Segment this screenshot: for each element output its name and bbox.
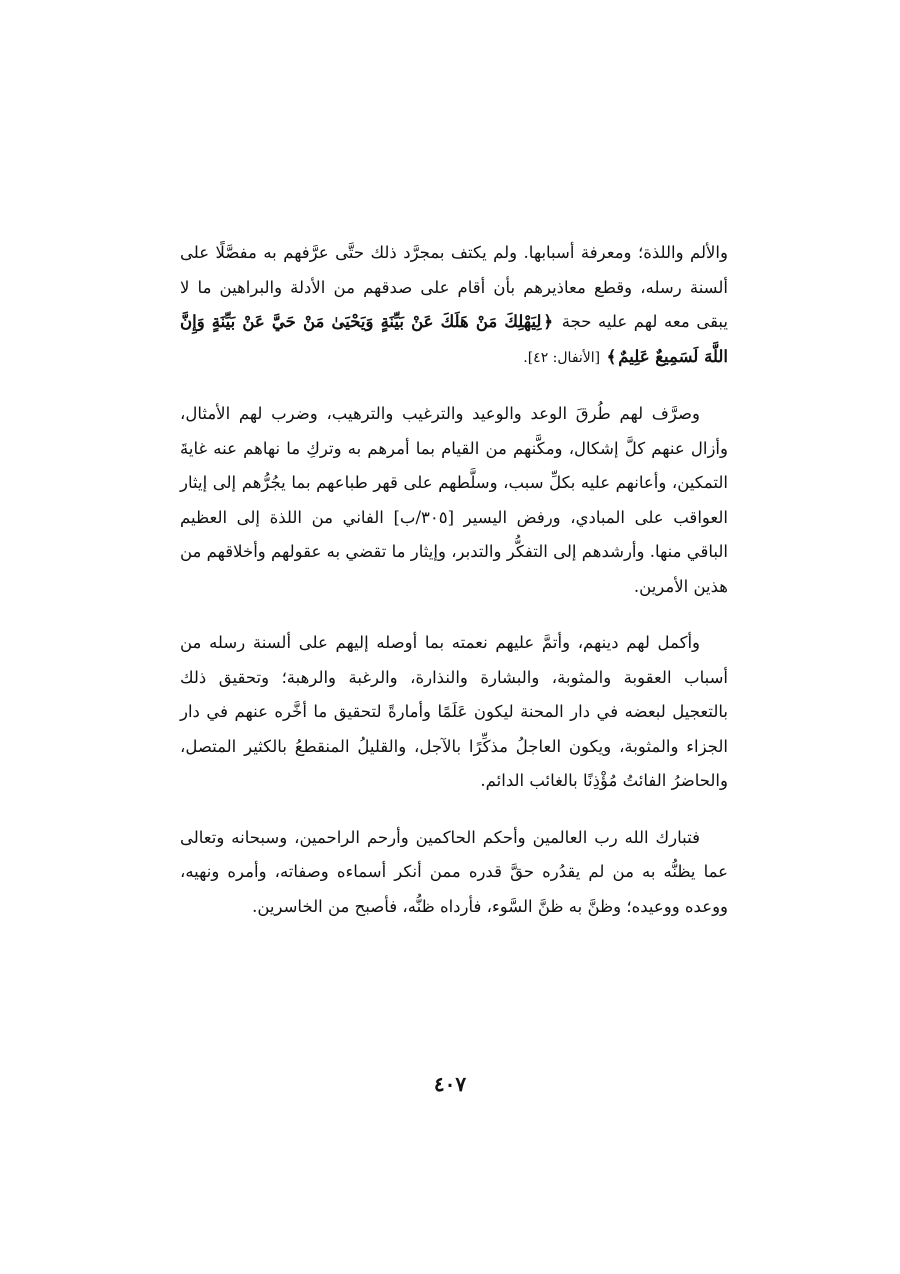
text-segment: والألم واللذة؛ ومعرفة أسبابها. ولم يكتف بمجرَّد ذلك حتَّى عرَّفهم به مفصَّلًا على ألسنة رسله، وقطع معاذيرهم بأن أقام على صدقهم من الأدلة والبراهين ما لا يبقى معه لهم عليه حجة [180,243,729,331]
text-segment: وأكمل لهم دينهم، وأتمَّ عليهم نعمته بما أوصله إليهم على ألسنة رسله من أسباب العقوبة والمثوبة، والبشارة والنذارة، والرغبة والرهبة؛ وتحقيق ذلك بالتعجيل لبعضه في دار المحنة ليكون عَلَمًا وأمارةً لتحقيق ما أخَّره عنهم في دار الجزاء والمثوبة، ويكون العاجلُ مذكِّرًا بالآجل، والقليلُ المنقطعُ بالكثير المتصل، والحاضرُ الفائتُ مُؤْذِنًا بالغائب الدائم. [180,633,728,790]
text-segment: وصرَّف لهم طُرقَ الوعد والوعيد والترغيب والترهيب، وضرب لهم الأمثال، وأزال عنهم كلَّ إشكال، ومكَّنهم من القيام بما أمرهم به وتركِ ما نهاهم عنه غايةَ التمكين، وأعانهم عليه بكلِّ سبب، وسلَّطهم على قهر طباعهم بما يجُرُّهم إلى إيثار العواقب على المبادي، ورفض اليسير [٣٠٥/ب] الفاني من اللذة إلى العظيم الباقي منها. وأرشدهم إلى التفكُّر والتدبر، وإيثار ما تقضي به عقولهم وأخلاقهم من هذين الأمرين. [180,404,728,596]
body-text [180,236,728,946]
quran-open-bracket: ﴿ [543,312,554,331]
paragraph-1 [180,236,728,375]
text-segment: فتبارك الله رب العالمين وأحكم الحاكمين وأرحم الراحمين، وسبحانه وتعالى عما يظنُّه به من لم يقدُره حقَّ قدره ممن أنكر أسماءه وصفاته، وأمره ونهيه، ووعده ووعيده؛ وظنَّ به ظنَّ السَّوء، فأرداه ظنُّه، فأصبح من الخاسرين. [180,827,728,916]
verse-reference: [الأنفال: ٤٢]. [523,349,605,366]
paragraph-4 [180,821,728,925]
quran-verse: لِيَهْلِكَ مَنْ هَلَكَ عَنْ بَيِّنَةٍ وَيَحْيَىٰ مَنْ حَيَّ عَنْ بَيِّنَةٍ وَإِنَّ اللَّهَ لَسَمِيعٌ عَلِيمٌ [180,312,728,366]
paragraph-3 [180,626,728,799]
page-number: ٤٠٧ [433,1072,467,1096]
quran-close-bracket: ﴾ [606,346,617,366]
paragraph-2 [180,397,728,604]
